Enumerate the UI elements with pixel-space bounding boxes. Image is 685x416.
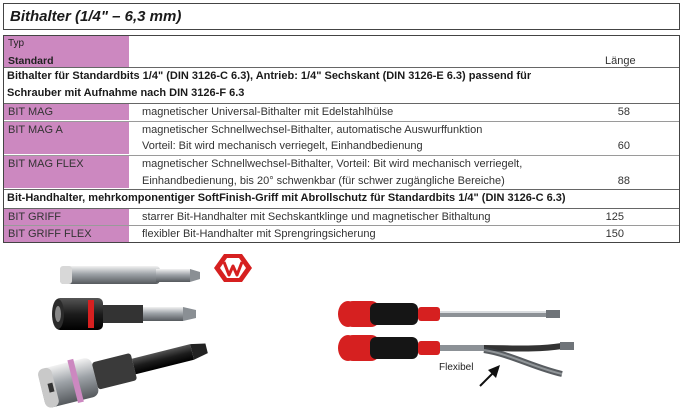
- row-code: BIT MAG: [8, 106, 54, 118]
- row-length: 60: [617, 140, 630, 152]
- row-length: 58: [617, 106, 630, 118]
- row-length: 88: [617, 175, 630, 187]
- header-standard: Standard: [8, 55, 54, 67]
- section2-line1: Bit-Handhalter, mehrkomponentiger SoftFinish-Griff mit Abrollschutz für Standardbits 1/4" (DIN 3126-C 6.3): [7, 192, 566, 204]
- row-desc-line2: Einhandbedienung, bis 20° schwenkbar (für schwer zugängliche Bereiche): [142, 175, 505, 187]
- row-code: BIT GRIFF FLEX: [8, 228, 92, 240]
- row-desc: starrer Bit-Handhalter mit Sechskantklinge und magnetischer Bithaltung: [142, 211, 491, 223]
- bit-mag-flex-holder: [36, 327, 212, 411]
- row-desc: magnetischer Universal-Bithalter mit Edelstahlhülse: [142, 106, 394, 118]
- row-desc-line2: Vorteil: Bit wird mechanisch verriegelt, Einhandbedienung: [142, 140, 423, 152]
- header-rule: [4, 67, 679, 68]
- row-desc: magnetischer Schnellwechsel-Bithalter, automatische Auswurffunktion: [142, 124, 483, 136]
- row-code: BIT MAG FLEX: [8, 158, 84, 170]
- row-length: 125: [605, 211, 624, 223]
- page-title: Bithalter (1/4" – 6,3 mm): [10, 8, 182, 25]
- flexibel-arrow: [480, 365, 500, 386]
- row-desc: flexibler Bit-Handhalter mit Sprengringsicherung: [142, 228, 376, 240]
- title-box: [3, 3, 680, 30]
- row-length: 150: [605, 228, 624, 240]
- screwdrivers-illustration: [330, 288, 590, 404]
- row-desc: magnetischer Schnellwechsel-Bithalter, Vorteil: Bit wird mechanisch verriegelt,: [142, 158, 523, 170]
- row-code: BIT MAG A: [8, 124, 63, 136]
- bit-mag-a-holder: [52, 298, 196, 330]
- bit-mag-holder: [60, 266, 200, 284]
- bit-holders-illustration: [0, 248, 300, 416]
- row-code: BIT GRIFF: [8, 211, 61, 223]
- header-laenge: Länge: [605, 55, 636, 67]
- brand-logo: [214, 254, 252, 282]
- header-typ: Typ: [8, 38, 25, 49]
- product-table: [3, 35, 680, 243]
- section1-line2: Schrauber mit Aufnahme nach DIN 3126-F 6.3: [7, 87, 245, 99]
- bit-griff-screwdriver: [338, 301, 560, 327]
- section2-top-rule: [4, 189, 679, 190]
- flexibel-label: Flexibel: [439, 362, 474, 373]
- section1-line1: Bithalter für Standardbits 1/4" (DIN 3126-C 6.3), Antrieb: 1/4" Sechskant (DIN 3126-E 6.3) passend für: [7, 70, 532, 82]
